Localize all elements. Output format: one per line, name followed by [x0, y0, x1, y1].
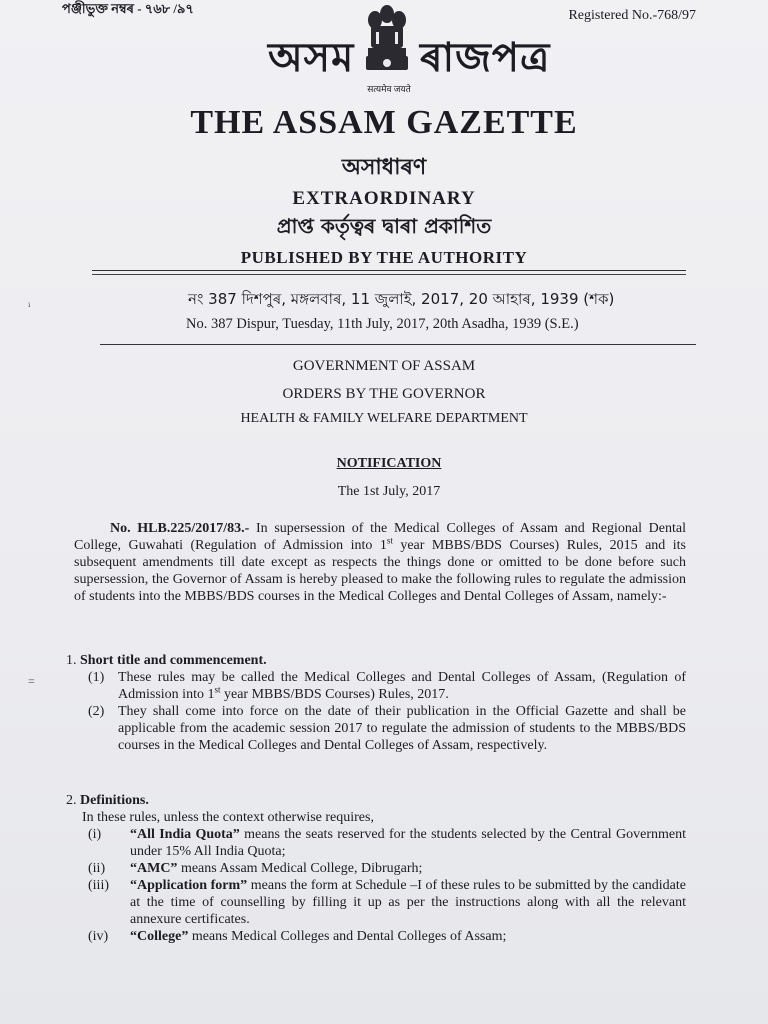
- section-heading: [66, 792, 686, 809]
- preamble-text: In supersession of the Medical Colleges of Assam and Regional Dental College, Guwahati (Regulation of Admission into 1: [74, 521, 686, 553]
- orders-heading: ORDERS BY THE GOVERNOR: [282, 386, 486, 402]
- section-title: Definitions.: [80, 793, 149, 808]
- definition-number: (i): [88, 827, 102, 842]
- definition-term: “College”: [130, 929, 189, 944]
- extraordinary-bn: অসাধাৰণ: [341, 155, 427, 180]
- margin-mark: =: [28, 674, 35, 688]
- section-heading: [66, 652, 686, 669]
- section-title: Short title and commencement.: [80, 653, 267, 668]
- definition-text: means the form at Schedule –I of these rules to be submitted by the candidate at the time of counselling by filling it up as per the instructions along with all the relevant annexure certificates.: [130, 878, 686, 927]
- definition-term: “All India Quota”: [130, 827, 240, 842]
- clause-text: year MBBS/BDS Courses) Rules, 2017.: [220, 687, 449, 702]
- gazette-title: THE ASSAM GAZETTE: [190, 104, 578, 141]
- government-heading: GOVERNMENT OF ASSAM: [292, 358, 476, 374]
- header-divider: [92, 270, 686, 271]
- definition-term: “Application form”: [130, 878, 248, 893]
- clause-text: They shall come into force on the date of their publication in the Official Gazette and shall be applicable from the academic session 2017 to regulate the admission of students to the MBBS/BDS courses in the Medical Colleges and Dental Colleges of Assam, respectively.: [118, 704, 686, 753]
- definition-term: “AMC”: [130, 861, 178, 876]
- section-short-title: [66, 652, 686, 754]
- clause-number: (2): [88, 704, 105, 719]
- title-gazette-bn: ৰাজপত্ৰ: [420, 35, 551, 81]
- definition-number: (iii): [88, 878, 109, 893]
- clause-sup: st: [214, 684, 221, 695]
- notification-heading: NOTIFICATION: [336, 456, 442, 471]
- definition-item: [66, 826, 686, 860]
- definition-text: means the seats reserved for the students selected by the Central Government under 15% All India Quota;: [130, 827, 687, 859]
- section-number: 2.: [66, 793, 77, 808]
- national-emblem-icon: [362, 2, 412, 82]
- registration-number-bn: পঞ্জীভুক্ত নম্বৰ - ৭৬৮ /৯৭: [62, 1, 194, 16]
- section-definitions: [66, 792, 686, 945]
- notification-date: The 1st July, 2017: [337, 484, 441, 499]
- margin-mark: ⁱ: [28, 300, 31, 314]
- clause: [66, 703, 686, 754]
- definition-number: (iv): [88, 929, 109, 944]
- authority-bn: প্ৰাপ্ত কৰ্তৃত্বৰ দ্বাৰা প্ৰকাশিত: [276, 214, 492, 238]
- section-number: 1.: [66, 653, 77, 668]
- clause: [66, 669, 686, 703]
- definition-item: [66, 877, 686, 928]
- definition-item: [66, 860, 686, 877]
- emblem-motto: सत्यमेव जयते: [367, 84, 411, 94]
- title-assam-bn: অসম: [268, 35, 355, 81]
- registration-number: Registered No.-768/97: [568, 8, 696, 23]
- issue-line-bn: নং 387 দিশপুৰ, মঙ্গলবাৰ, 11 জুলাই, 2017, 20 আহাৰ, 1939 (শক): [188, 290, 615, 308]
- clause-text: These rules may be called the Medical Colleges and Dental Colleges of Assam, (Regulation of Admission into 1: [118, 670, 686, 702]
- authority-label: PUBLISHED BY THE AUTHORITY: [240, 248, 528, 267]
- issue-divider: [100, 344, 696, 345]
- clause-number: (1): [88, 670, 105, 685]
- definition-text: means Medical Colleges and Dental Colleges of Assam;: [188, 929, 507, 944]
- definition-number: (ii): [88, 861, 106, 876]
- preamble-sup: st: [386, 535, 393, 546]
- preamble-text: year MBBS/BDS Courses) Rules, 2015 and its subsequent amendments till date except as respects the things done or omitted to be done before such supersession, the Governor of Assam is hereby pleased to make the following rules to regulate the admission of students into the MBBS/BDS courses in the Medical Colleges and Dental Colleges of Assam, namely:-: [74, 538, 686, 604]
- definitions-intro: In these rules, unless the context otherwise requires,: [82, 810, 374, 825]
- notification-number: No. HLB.225/2017/83.-: [110, 521, 250, 536]
- department-heading: HEALTH & FAMILY WELFARE DEPARTMENT: [240, 411, 528, 426]
- definition-text: means Assam Medical College, Dibrugarh;: [177, 861, 423, 876]
- definition-item: [66, 928, 686, 945]
- issue-line: No. 387 Dispur, Tuesday, 11th July, 2017, 20th Asadha, 1939 (S.E.): [186, 316, 579, 332]
- preamble-paragraph: [74, 520, 686, 605]
- extraordinary-label: EXTRAORDINARY: [292, 188, 476, 209]
- header-divider: [92, 274, 686, 275]
